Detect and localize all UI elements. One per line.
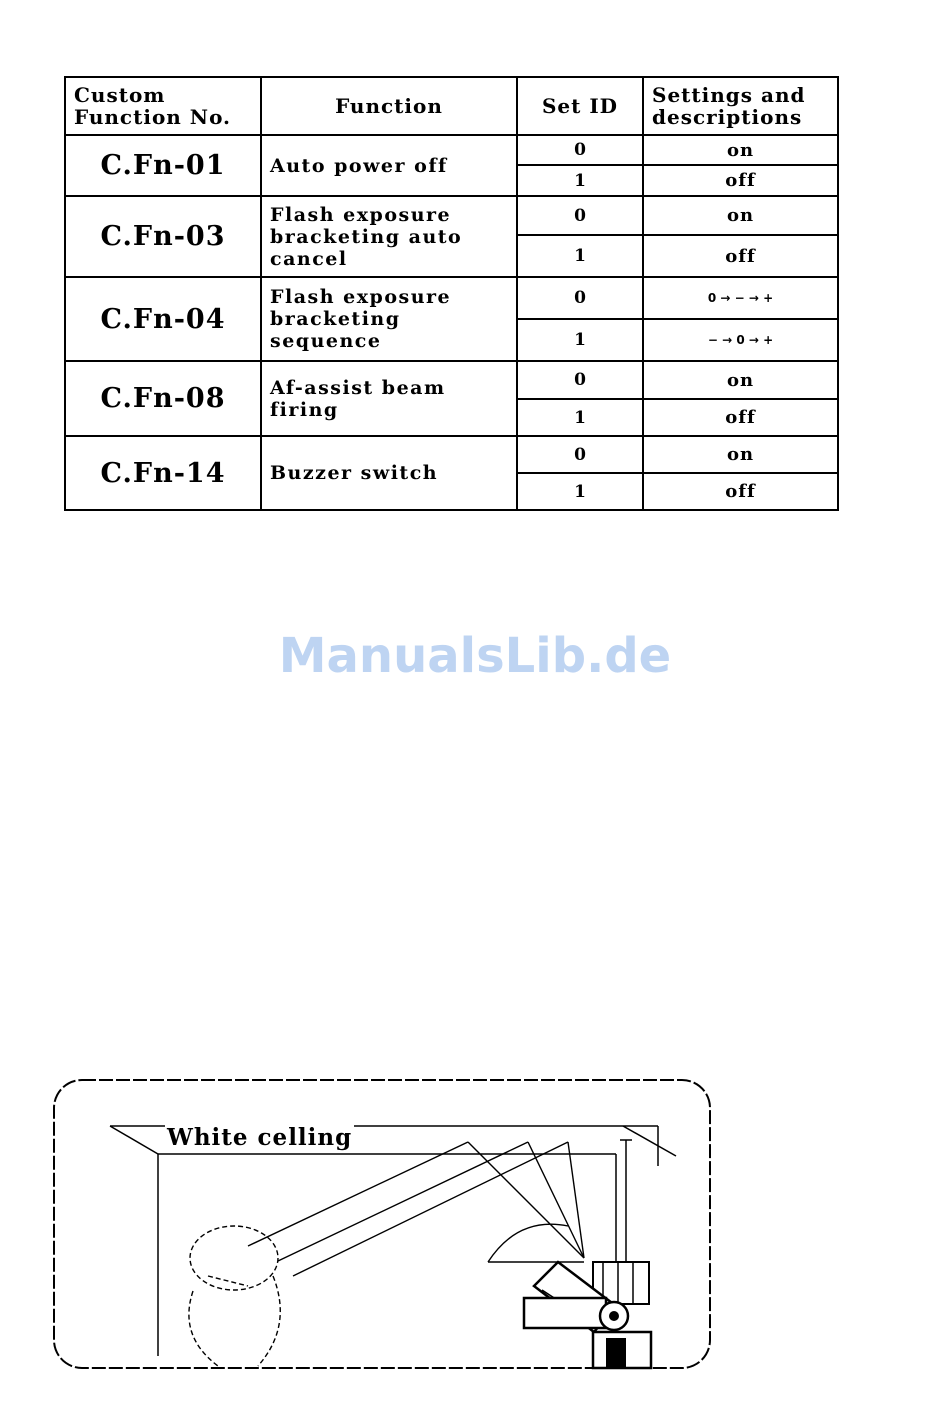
table-row [65,135,838,165]
setting-desc: off [643,235,838,277]
cfn-number: C.Fn-14 [65,436,261,510]
cfn-number: C.Fn-03 [65,196,261,277]
setting-desc: off [643,165,838,196]
setting-desc: on [643,436,838,473]
cfn-number: C.Fn-08 [65,361,261,436]
function-name: Buzzer switch [261,436,517,510]
setting-desc: off [643,399,838,436]
bounce-flash-illustration [48,1076,716,1376]
function-name: Flash exposure bracketing auto cancel [261,196,517,277]
setting-desc: on [643,361,838,399]
header-cfn-no: Custom Function No. [65,77,261,135]
setting-desc: off [643,473,838,510]
function-name: Auto power off [261,135,517,196]
setting-desc: 0 → − → + [643,277,838,319]
table-row [65,361,838,399]
set-id: 0 [517,277,643,319]
light-rays [248,1142,584,1276]
cfn-number: C.Fn-04 [65,277,261,361]
set-id: 1 [517,399,643,436]
set-id: 1 [517,235,643,277]
table-row [65,436,838,473]
setting-desc: on [643,135,838,165]
bounce-flash-drawing [48,1076,716,1376]
table-row [65,196,838,235]
header-settings: Settings and descriptions [643,77,838,135]
table-row [65,277,838,319]
subject-figure [189,1226,280,1366]
header-set-id: Set ID [517,77,643,135]
set-id: 0 [517,361,643,399]
header-function: Function [261,77,517,135]
setting-desc: on [643,196,838,235]
set-id: 0 [517,135,643,165]
custom-function-table [64,76,839,511]
setting-desc: − → 0 → + [643,319,838,361]
function-name: Flash exposure bracketing sequence [261,277,517,361]
ceiling-label: White celling [167,1124,353,1151]
cfn-number: C.Fn-01 [65,135,261,196]
set-id: 0 [517,196,643,235]
set-id: 0 [517,436,643,473]
set-id: 1 [517,319,643,361]
set-id: 1 [517,473,643,510]
camera-flash [524,1262,651,1368]
set-id: 1 [517,165,643,196]
table-header-row [65,77,838,135]
function-name: Af-assist beam firing [261,361,517,436]
watermark: ManualsLib.de [278,628,672,684]
